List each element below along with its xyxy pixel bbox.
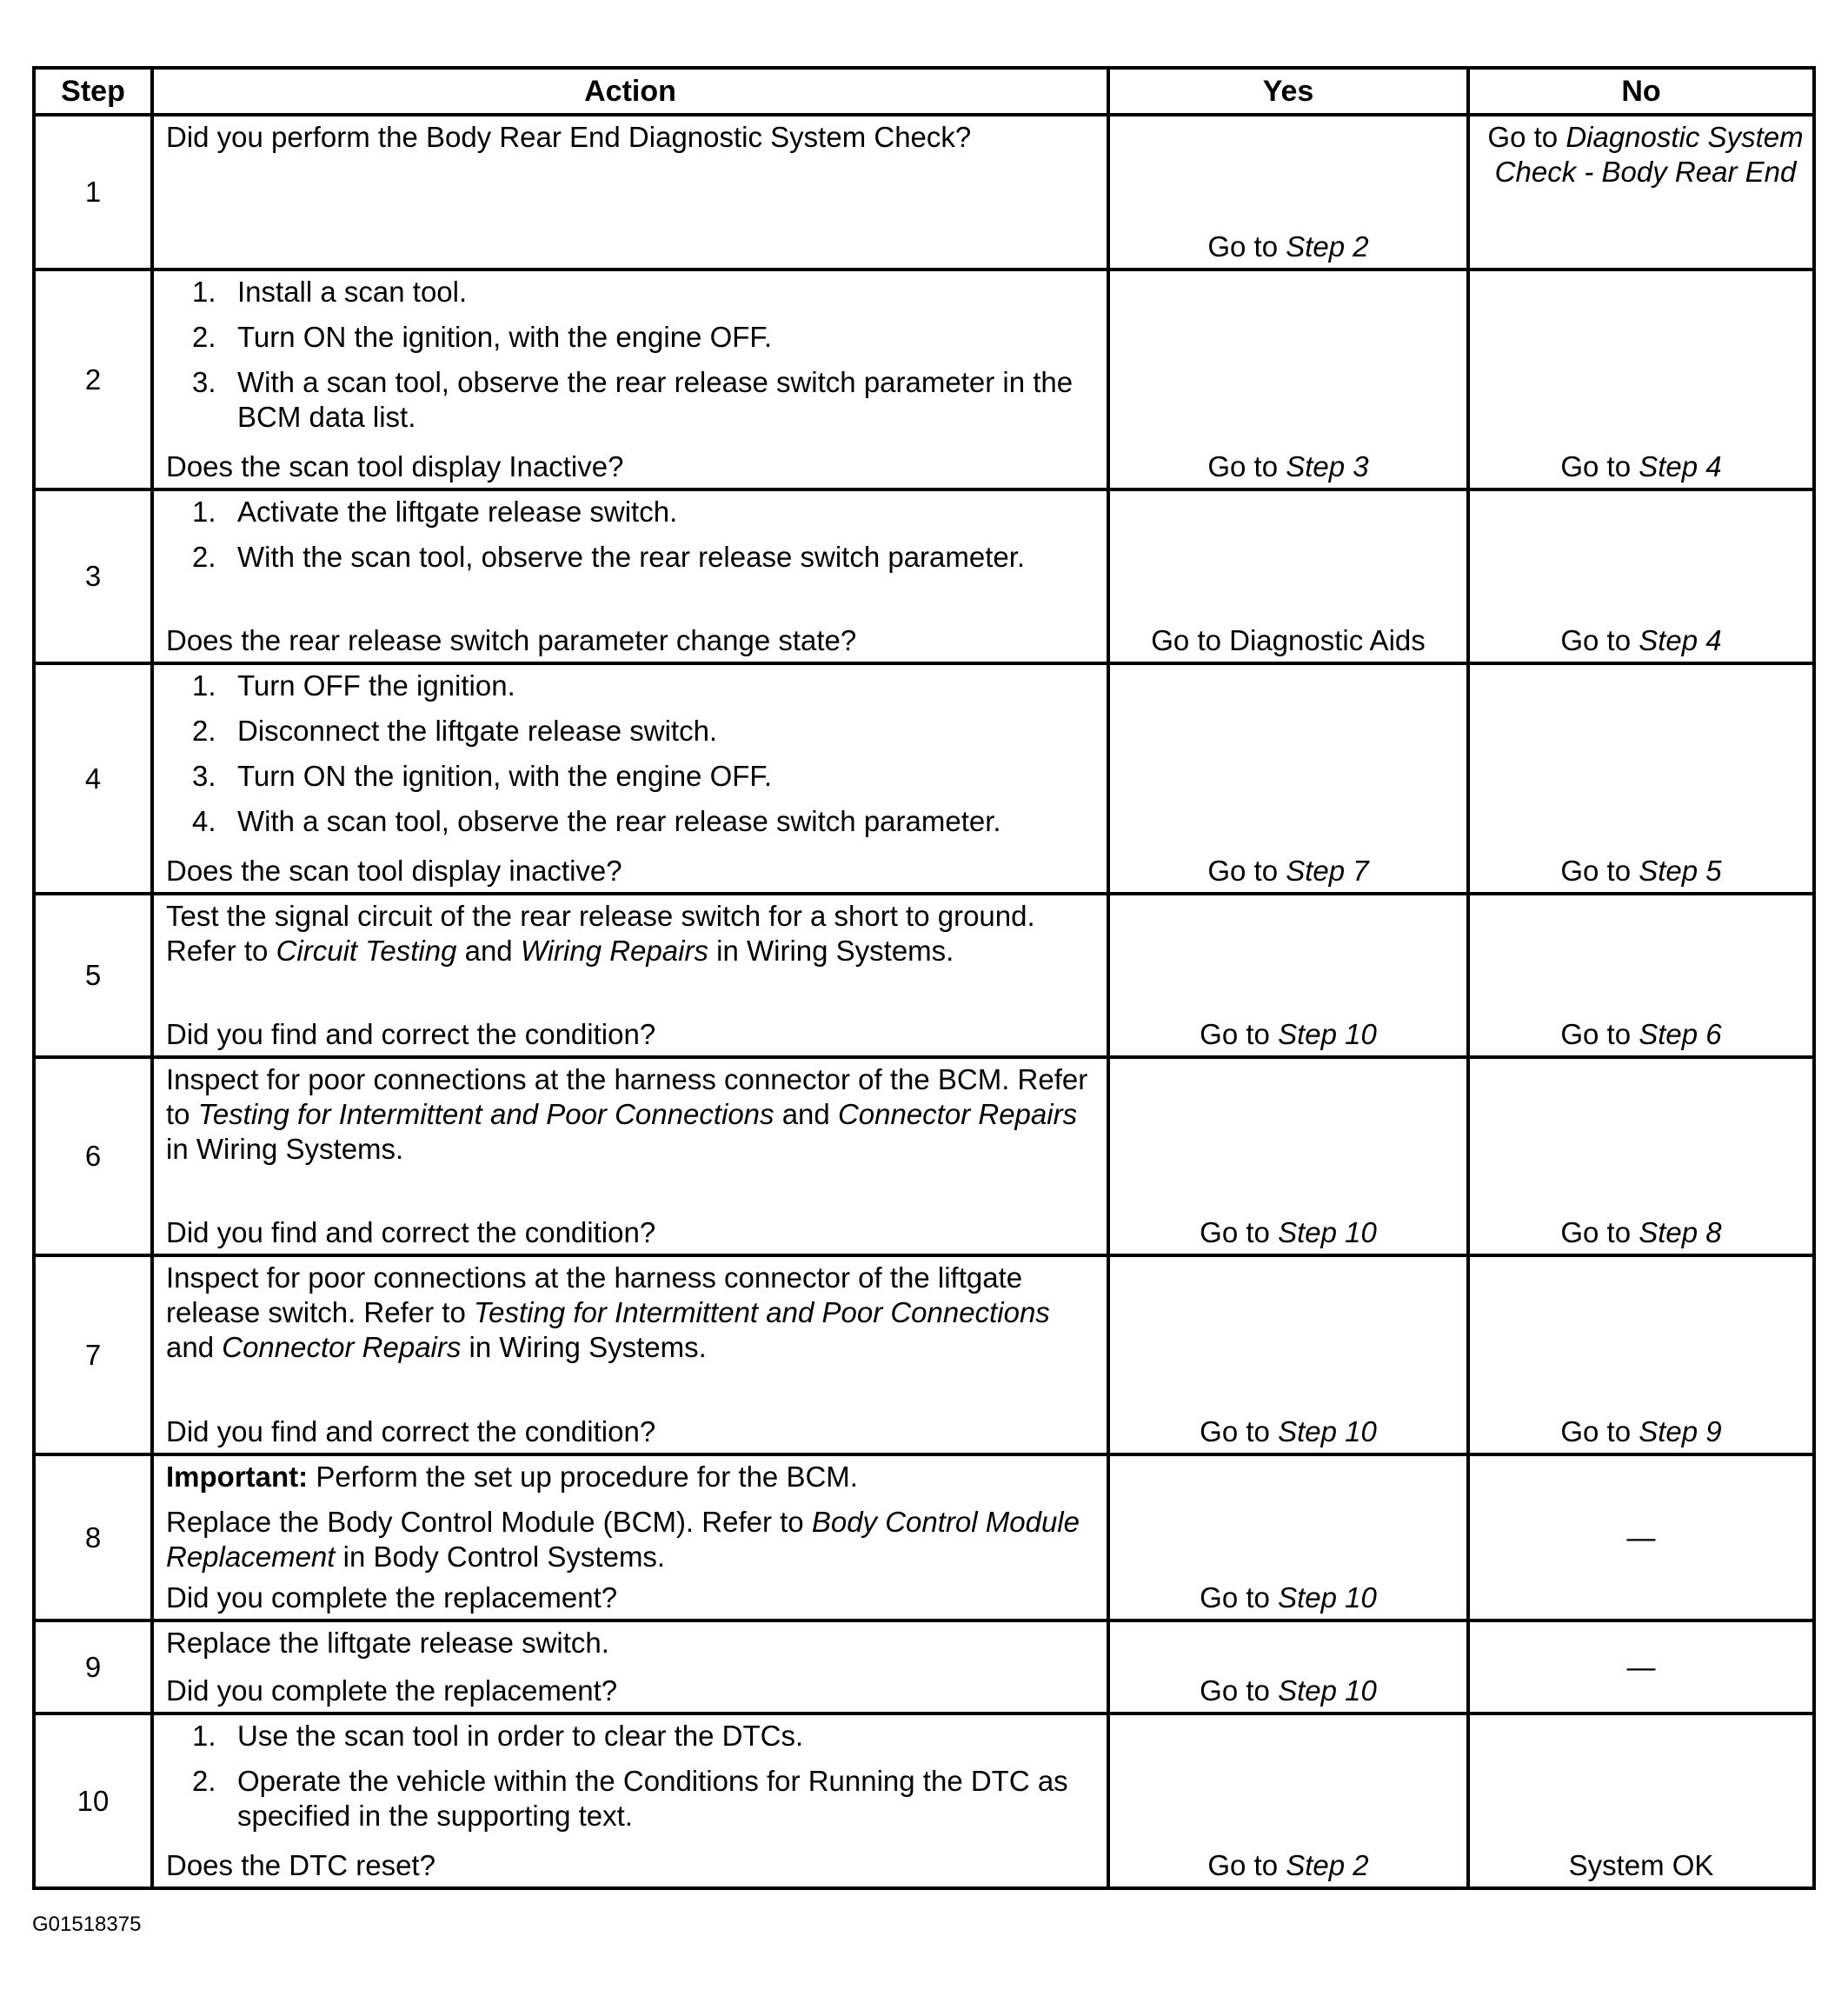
yes-cell	[1108, 1714, 1468, 1888]
yes-cell	[1108, 894, 1468, 1057]
reference-link: Testing for Intermittent and Poor Connections	[197, 1098, 774, 1130]
step-ref: Step 10	[1278, 1415, 1377, 1447]
action-question: Does the scan tool display inactive?	[166, 855, 622, 887]
no-cell	[1468, 1620, 1814, 1714]
action-question: Did you complete the replacement?	[166, 1674, 618, 1707]
header-action: Action	[152, 68, 1108, 115]
no-cell	[1468, 1255, 1814, 1454]
action-item: 2. Turn ON the ignition, with the engine OFF.	[192, 321, 773, 353]
yes-answer: Go to Step 7	[1207, 855, 1369, 887]
action-text: Test the signal circuit of the rear release switch for a short to ground. Refer to Circuit Testing and Wiring Repairs in Wiring Systems.	[166, 900, 1035, 967]
action-question: Did you find and correct the condition?	[166, 1415, 656, 1447]
table-row	[34, 1454, 1814, 1620]
step-ref: Step 10	[1278, 1674, 1377, 1707]
action-item: 1. Turn OFF the ignition.	[192, 669, 515, 702]
header-yes: Yes	[1108, 68, 1468, 115]
step-ref: Step 10	[1278, 1018, 1377, 1050]
step-number: 5	[34, 894, 152, 1057]
step-ref: Step 2	[1286, 1849, 1369, 1881]
action-item: 3. With a scan tool, observe the rear release switch parameter in the BCM data list.	[192, 366, 1074, 433]
step-number: 8	[34, 1454, 152, 1620]
step-ref: Step 6	[1639, 1018, 1722, 1050]
yes-answer: Go to Step 10	[1200, 1216, 1377, 1248]
action-item: 2. Operate the vehicle within the Conditions for Running the DTC as specified in the supporting text.	[192, 1765, 1068, 1832]
action-question: Did you complete the replacement?	[166, 1581, 618, 1614]
step-number: 7	[34, 1255, 152, 1454]
action-question: Did you find and correct the condition?	[166, 1216, 656, 1248]
reference-link: Connector Repairs	[222, 1331, 462, 1363]
no-answer: Go to Step 9	[1560, 1415, 1722, 1447]
step-number: 1	[34, 115, 152, 270]
no-cell	[1468, 1057, 1814, 1255]
action-item: 4. With a scan tool, observe the rear release switch parameter.	[192, 805, 1001, 837]
reference-link: Circuit Testing	[276, 935, 457, 967]
yes-cell	[1108, 663, 1468, 894]
yes-answer: Go to Step 2	[1207, 1849, 1369, 1881]
no-answer: Go to Step 4	[1560, 450, 1722, 482]
yes-cell	[1108, 489, 1468, 663]
yes-cell	[1108, 1057, 1468, 1255]
action-cell	[152, 1454, 1108, 1620]
no-answer: System OK	[1568, 1849, 1714, 1881]
yes-answer: Go to Diagnostic Aids	[1151, 624, 1426, 656]
action-cell	[152, 1620, 1108, 1714]
step-ref: Step 7	[1286, 855, 1369, 887]
step-number: 3	[34, 489, 152, 663]
no-answer: Go to Step 8	[1560, 1216, 1722, 1248]
action-cell	[152, 1714, 1108, 1888]
action-cell	[152, 489, 1108, 663]
yes-cell	[1108, 1620, 1468, 1714]
action-steps	[166, 669, 1096, 839]
step-ref: Step 4	[1639, 450, 1722, 482]
table-row	[34, 1255, 1814, 1454]
table-row	[34, 663, 1814, 894]
no-cell	[1468, 894, 1814, 1057]
step-ref: Step 8	[1639, 1216, 1722, 1248]
no-cell	[1468, 270, 1814, 489]
action-text: Inspect for poor connections at the harness connector of the liftgate release switch. Refer to Testing for Intermittent and Poor Connections and Connector Repairs in Wiring Systems.	[166, 1261, 1050, 1363]
action-question: Did you perform the Body Rear End Diagnostic System Check?	[166, 121, 972, 153]
no-answer	[1470, 116, 1812, 190]
reference-link: Wiring Repairs	[520, 935, 708, 967]
yes-answer: Go to Step 10	[1200, 1415, 1377, 1447]
action-item: 1. Use the scan tool in order to clear the DTCs.	[192, 1720, 804, 1752]
yes-answer: Go to Step 10	[1200, 1674, 1377, 1707]
action-question: Does the rear release switch parameter change state?	[166, 624, 857, 656]
yes-cell	[1108, 1454, 1468, 1620]
no-answer: —	[1626, 1521, 1656, 1554]
action-cell	[152, 1057, 1108, 1255]
step-ref: Step 2	[1286, 230, 1369, 263]
step-ref: Step 9	[1639, 1415, 1722, 1447]
no-cell	[1468, 1714, 1814, 1888]
no-cell	[1468, 1454, 1814, 1620]
action-item: 3. Turn ON the ignition, with the engine OFF.	[192, 760, 773, 792]
action-cell	[152, 1255, 1108, 1454]
step-ref: Step 10	[1278, 1216, 1377, 1248]
action-text: Replace the liftgate release switch.	[166, 1627, 609, 1659]
action-cell	[152, 894, 1108, 1057]
action-item: 2. Disconnect the liftgate release switch.	[192, 715, 718, 747]
important-label: Important:	[166, 1461, 309, 1493]
reference-link: Body Control Module Replacement	[166, 1506, 1080, 1573]
yes-cell	[1108, 270, 1468, 489]
reference-link: Connector Repairs	[837, 1098, 1078, 1130]
yes-cell	[1108, 1255, 1468, 1454]
table-row	[34, 1057, 1814, 1255]
action-item: 1. Install a scan tool.	[192, 276, 468, 308]
action-cell	[152, 270, 1108, 489]
step-ref: Step 3	[1286, 450, 1369, 482]
diagnostic-table	[32, 66, 1816, 1890]
header-no: No	[1468, 68, 1814, 115]
header-step: Step	[34, 68, 152, 115]
answer-prefix: Go to	[1207, 230, 1286, 263]
yes-answer	[1110, 230, 1466, 264]
step-number: 10	[34, 1714, 152, 1888]
step-number: 9	[34, 1620, 152, 1714]
important-note: Important: Perform the set up procedure for the BCM.	[166, 1461, 858, 1493]
answer-prefix: Go to	[1487, 121, 1566, 153]
no-cell	[1468, 115, 1814, 270]
action-item: 1. Activate the liftgate release switch.	[192, 496, 678, 528]
action-text: Replace the Body Control Module (BCM). Refer to Body Control Module Replacement in Body Control Systems.	[166, 1506, 1080, 1573]
yes-cell	[1108, 115, 1468, 270]
action-question: Did you find and correct the condition?	[166, 1018, 656, 1050]
figure-code: G01518375	[32, 1913, 142, 1936]
no-answer: Go to Step 5	[1560, 855, 1722, 887]
step-ref: Step 10	[1278, 1581, 1377, 1614]
step-ref: Step 5	[1639, 855, 1722, 887]
yes-answer: Go to Step 3	[1207, 450, 1369, 482]
action-item: 2. With the scan tool, observe the rear release switch parameter.	[192, 541, 1026, 573]
step-number: 4	[34, 663, 152, 894]
table-row	[34, 270, 1814, 489]
action-text: Inspect for poor connections at the harness connector of the BCM. Refer to Testing for Intermittent and Poor Connections and Connector Repairs in Wiring Systems.	[166, 1063, 1088, 1165]
action-question: Does the scan tool display Inactive?	[166, 450, 624, 482]
table-row	[34, 894, 1814, 1057]
no-cell	[1468, 489, 1814, 663]
step-number: 2	[34, 270, 152, 489]
action-cell	[152, 115, 1108, 270]
table-row	[34, 115, 1814, 270]
no-answer: Go to Step 4	[1560, 624, 1722, 656]
action-steps	[166, 495, 1096, 575]
no-cell	[1468, 663, 1814, 894]
table-row	[34, 489, 1814, 663]
table-row	[34, 1714, 1814, 1888]
no-answer: Go to Step 6	[1560, 1018, 1722, 1050]
reference-link: Testing for Intermittent and Poor Connections	[473, 1296, 1050, 1328]
table-header-row	[34, 68, 1814, 115]
table-row	[34, 1620, 1814, 1714]
step-ref: Diagnostic System Check - Body Rear End	[1494, 121, 1804, 188]
action-steps	[166, 275, 1096, 435]
action-steps	[166, 1719, 1096, 1833]
no-answer: —	[1626, 1650, 1656, 1683]
action-cell	[152, 663, 1108, 894]
yes-answer: Go to Step 10	[1200, 1581, 1377, 1614]
yes-answer: Go to Step 10	[1200, 1018, 1377, 1050]
action-question: Does the DTC reset?	[166, 1849, 435, 1881]
step-ref: Step 4	[1639, 624, 1722, 656]
step-number: 6	[34, 1057, 152, 1255]
